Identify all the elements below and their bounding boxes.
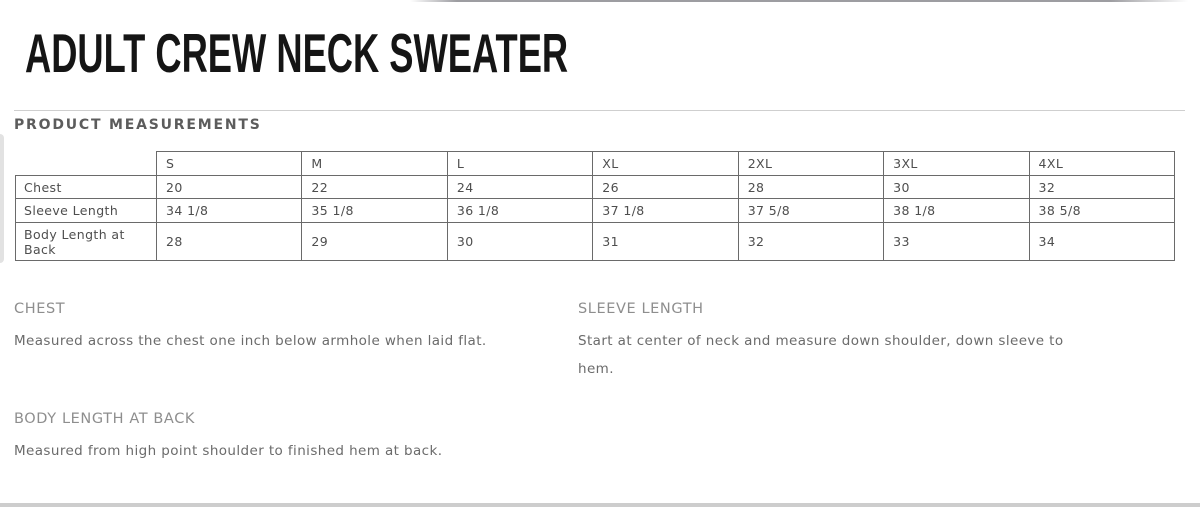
- measurement-cell: 30: [884, 176, 1029, 199]
- size-column-header: XL: [593, 152, 738, 176]
- table-head: [16, 152, 1175, 176]
- sleeve-length-description-section: [578, 302, 1098, 383]
- measurement-cell: 37 1/8: [593, 199, 738, 223]
- measurement-cell: 35 1/8: [302, 199, 447, 223]
- measurement-cell: 37 5/8: [738, 199, 883, 223]
- bottom-bar: [0, 503, 1200, 507]
- size-column-header: 2XL: [738, 152, 883, 176]
- body-length-description-heading: BODY LENGTH AT BACK: [14, 411, 196, 427]
- size-column-header: 4XL: [1029, 152, 1174, 176]
- measurement-cell: 36 1/8: [447, 199, 592, 223]
- measurements-table: [15, 151, 1175, 261]
- sleeve-length-description-text: Start at center of neck and measure down shoulder, down sleeve to hem.: [578, 333, 1064, 377]
- table-row: [16, 199, 1175, 223]
- measurement-cell: 24: [447, 176, 592, 199]
- row-label: Chest: [16, 176, 157, 199]
- body-length-description-section: [14, 412, 574, 465]
- table-header-row: [16, 152, 1175, 176]
- measurement-cell: 28: [738, 176, 883, 199]
- scrollbar-sliver: [0, 134, 4, 263]
- measurement-cell: 33: [884, 223, 1029, 261]
- size-column-header: 3XL: [884, 152, 1029, 176]
- measurement-cell: 28: [157, 223, 302, 261]
- measurement-cell: 34 1/8: [157, 199, 302, 223]
- section-divider: [14, 110, 1185, 111]
- sleeve-length-description-heading: SLEEVE LENGTH: [578, 301, 704, 317]
- table-row: [16, 223, 1175, 261]
- measurement-cell: 31: [593, 223, 738, 261]
- measurement-cell: 20: [157, 176, 302, 199]
- measurement-cell: 26: [593, 176, 738, 199]
- measurement-cell: 38 5/8: [1029, 199, 1174, 223]
- modal-top-edge: [410, 0, 1188, 2]
- chest-description-heading: CHEST: [14, 301, 66, 317]
- table-row: [16, 176, 1175, 199]
- measurement-cell: 34: [1029, 223, 1174, 261]
- row-label: Sleeve Length: [16, 199, 157, 223]
- size-column-header: S: [157, 152, 302, 176]
- size-column-header: L: [447, 152, 592, 176]
- measurement-cell: 38 1/8: [884, 199, 1029, 223]
- table-corner-cell: [16, 152, 157, 176]
- table-body: [16, 176, 1175, 261]
- measurement-cell: 29: [302, 223, 447, 261]
- measurement-cell: 32: [738, 223, 883, 261]
- measurement-cell: 22: [302, 176, 447, 199]
- chest-description-text: Measured across the chest one inch below armhole when laid flat.: [14, 333, 487, 349]
- page-title: ADULT CREW NECK SWEATER: [25, 22, 569, 84]
- body-length-description-text: Measured from high point shoulder to finished hem at back.: [14, 443, 443, 459]
- measurement-cell: 32: [1029, 176, 1174, 199]
- product-measurements-heading: PRODUCT MEASUREMENTS: [14, 117, 262, 133]
- measurement-cell: 30: [447, 223, 592, 261]
- chest-description-section: [14, 302, 562, 355]
- row-label: Body Length at Back: [16, 223, 157, 261]
- size-column-header: M: [302, 152, 447, 176]
